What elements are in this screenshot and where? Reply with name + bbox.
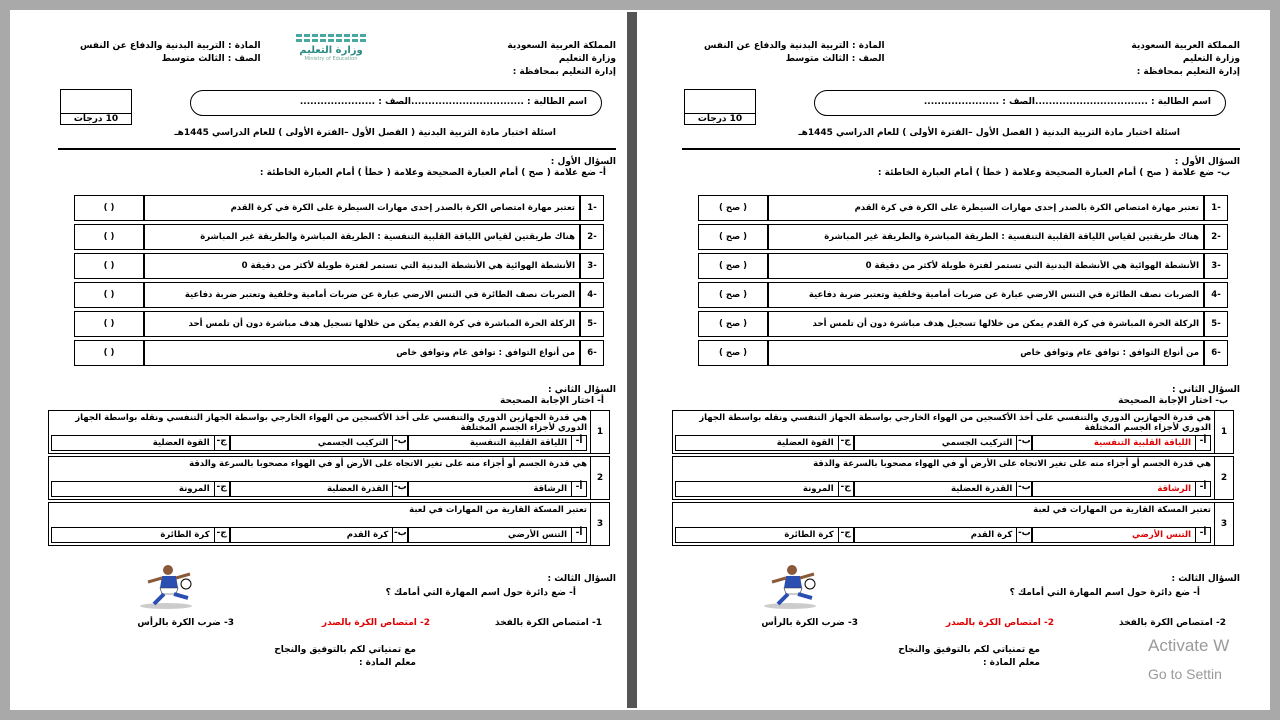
table-row: -6 من أنواع التوافق : توافق عام وتوافق خاص ( ) — [74, 340, 604, 366]
exam-title: اسئلة اختبار مادة التربية البدنية ( الفصل الأول –الفترة الأولى ) للعام الدراسي 1445هـ — [174, 128, 556, 138]
header-left — [80, 40, 261, 66]
table-row: -5 الركلة الحرة المباشرة في كرة القدم يمكن من خلالها تسجيل هدف مباشرة دون أن تلمس أحد ( صح ) — [698, 311, 1228, 337]
watermark-line1: Activate W — [1148, 636, 1230, 655]
exam-title: اسئلة اختبار مادة التربية البدنية ( الفصل الأول –الفترة الأولى ) للعام الدراسي 1445هـ — [798, 128, 1180, 138]
table-row: -4 الضربات نصف الطائرة في التنس الارضي عبارة عن ضربات أمامية وخلفية وتعتبر ضربة دفاعية ( ) — [74, 282, 604, 308]
ministry-logo — [286, 34, 376, 74]
q1-instruction: ب- ضع علامة ( صح ) أمام العبارة الصحيحة وعلامة ( خطأ ) أمام العبارة الخاطئة : — [877, 168, 1230, 178]
mark-total: 10 درجات — [61, 113, 131, 124]
table-row: -3 الأنشطة الهوائية هي الأنشطة البدنية التي تستمر لفترة طويلة لأكثر من دقيقة 0 ( صح ) — [698, 253, 1228, 279]
mcq-row: 2 هي قدرة الجسم أو أجزاء منه على تغير الاتجاه على الأرض أو في الهواء مصحوبا بالسرعة والدقة أ- الرشاقة ب- القدرة العضلية ج- المرونة — [48, 456, 610, 500]
skill-choice[interactable]: 1- امتصاص الكرة بالفخذ — [495, 618, 602, 628]
closing-wish: مع تمنياتي لكم بالتوفيق والنجاح — [274, 645, 416, 655]
answer-blank[interactable]: ( ) — [74, 311, 144, 337]
true-false-table — [698, 192, 1228, 369]
answer-blank[interactable]: ( ) — [74, 224, 144, 250]
mcq-option[interactable]: ب- كرة القدم — [854, 527, 1033, 543]
answer-value: ( صح ) — [698, 253, 768, 279]
q3-title: السؤال الثالث : — [1171, 574, 1240, 584]
mcq-row: 3 تعتبر المسكة القارية من المهارات في لعبة أ- التنس الأرضي ب- كرة القدم ج- كرة الطائرة — [672, 502, 1234, 546]
table-row: -3 الأنشطة الهوائية هي الأنشطة البدنية التي تستمر لفترة طويلة لأكثر من دقيقة 0 ( ) — [74, 253, 604, 279]
mcq-option[interactable]: أ- اللياقة القلبية التنفسية — [408, 435, 587, 451]
closing-wish: مع تمنياتي لكم بالتوفيق والنجاح — [898, 645, 1040, 655]
ministry-label: وزارة التعليم — [558, 54, 616, 64]
answer-value: ( صح ) — [698, 340, 768, 366]
logo-text-ar: وزارة التعليم — [299, 45, 363, 56]
kingdom-label: المملكة العربية السعودية — [1131, 41, 1240, 51]
mcq-table — [48, 410, 610, 548]
mcq-option[interactable]: ج- القوة العضلية — [675, 435, 854, 451]
header-right — [507, 40, 616, 79]
table-row: -2 هناك طريقتين لقياس اللياقة القلبية التنفسية : الطريقة المباشرة والطريقة غير المباشرة ( صح ) — [698, 224, 1228, 250]
closing — [898, 644, 1040, 670]
answer-blank[interactable]: ( ) — [74, 195, 144, 221]
answer-value: ( صح ) — [698, 224, 768, 250]
answer-value: ( صح ) — [698, 311, 768, 337]
student-info-box — [814, 90, 1226, 116]
grade-label: الصف : الثالث متوسط — [785, 54, 885, 64]
mcq-row: 1 هي قدرة الجهازين الدوري والتنفسي على أخذ الأكسجين من الهواء الخارجي بواسطة الجهاز التنفسي ونقله بواسطة الجهاز الدوري لأجزاء الجسم المختلفة أ- اللياقة القلبية التنفسية ب- التركيب الجسمي ج- القوة العضلية — [48, 410, 610, 454]
exam-page-blank — [36, 14, 616, 704]
header-left — [704, 40, 885, 66]
mark-total: 10 درجات — [685, 113, 755, 124]
windows-activation-watermark — [1140, 630, 1256, 690]
soccer-player-illustration — [760, 562, 830, 610]
watermark-text — [1148, 632, 1229, 688]
mcq-option[interactable]: ج- كرة الطائرة — [51, 527, 230, 543]
true-false-table — [74, 192, 604, 369]
table-row: -2 هناك طريقتين لقياس اللياقة القلبية التنفسية : الطريقة المباشرة والطريقة غير المباشرة ( ) — [74, 224, 604, 250]
table-row: -1 تعتبر مهارة امتصاص الكرة بالصدر إحدى مهارات السيطرة على الكرة في كرة القدم ( ) — [74, 195, 604, 221]
q3-instruction: أ- ضع دائرة حول اسم المهارة التي أمامك ؟ — [1009, 588, 1200, 598]
page-divider — [627, 12, 637, 708]
student-name-field: اسم الطالبة : ...................................... — [393, 97, 587, 107]
mcq-option[interactable]: ب- القدرة العضلية — [230, 481, 409, 497]
mcq-row: 3 تعتبر المسكة القارية من المهارات في لعبة أ- التنس الأرضي ب- كرة القدم ج- كرة الطائرة — [48, 502, 610, 546]
skill-choice-correct[interactable]: 2- امتصاص الكرة بالصدر — [945, 618, 1054, 628]
mcq-option-correct[interactable]: أ- اللياقة القلبية التنفسية — [1032, 435, 1211, 451]
grade-box — [684, 89, 756, 125]
mcq-row: 2 هي قدرة الجسم أو أجزاء منه على تغير الاتجاه على الأرض أو في الهواء مصحوبا بالسرعة والدقة أ- الرشاقة ب- القدرة العضلية ج- المرونة — [672, 456, 1234, 500]
table-row: -4 الضربات نصف الطائرة في التنس الارضي عبارة عن ضربات أمامية وخلفية وتعتبر ضربة دفاعية ( صح ) — [698, 282, 1228, 308]
closing — [274, 644, 416, 670]
student-info-box — [190, 90, 602, 116]
soccer-player-illustration — [136, 562, 206, 610]
teacher-label: معلم المادة : — [982, 658, 1040, 668]
watermark-line2: Go to Settin — [1148, 666, 1222, 682]
answer-blank[interactable]: ( ) — [74, 340, 144, 366]
skill-choice[interactable]: 3- ضرب الكرة بالرأس — [761, 618, 858, 628]
exam-page-answers — [660, 14, 1240, 704]
mcq-option[interactable]: ب- كرة القدم — [230, 527, 409, 543]
mcq-option[interactable]: ج- المرونة — [675, 481, 854, 497]
q2-title: السؤال الثاني : — [547, 385, 616, 395]
mcq-option[interactable]: ب- التركيب الجسمي — [230, 435, 409, 451]
mcq-table — [672, 410, 1234, 548]
q1-title: السؤال الأول : — [550, 157, 616, 167]
q2-title: السؤال الثاني : — [1171, 385, 1240, 395]
ministry-label: وزارة التعليم — [1182, 54, 1240, 64]
mcq-option[interactable]: ج- المرونة — [51, 481, 230, 497]
answer-value: ( صح ) — [698, 282, 768, 308]
skill-choice[interactable]: 3- ضرب الكرة بالرأس — [137, 618, 234, 628]
logo-text-en: Ministry of Education — [304, 56, 358, 62]
table-row: -5 الركلة الحرة المباشرة في كرة القدم يمكن من خلالها تسجيل هدف مباشرة دون أن تلمس أحد ( ) — [74, 311, 604, 337]
q3-instruction: أ- ضع دائرة حول اسم المهارة التي أمامك ؟ — [385, 588, 576, 598]
q1-title: السؤال الأول : — [1174, 157, 1240, 167]
mcq-row: 1 هي قدرة الجهازين الدوري والتنفسي على أخذ الأكسجين من الهواء الخارجي بواسطة الجهاز التنفسي ونقله بواسطة الجهاز الدوري لأجزاء الجسم المختلفة أ- اللياقة القلبية التنفسية ب- التركيب الجسمي ج- القوة العضلية — [672, 410, 1234, 454]
admin-label: إدارة التعليم بمحافظة : — [1136, 67, 1240, 77]
mcq-option[interactable]: أ- التنس الأرضي — [408, 527, 587, 543]
teacher-label: معلم المادة : — [358, 658, 416, 668]
subject-label: المادة : التربية البدنية والدفاع عن النفس — [80, 41, 261, 51]
student-name-field: اسم الطالبة : ...................................... — [1017, 97, 1211, 107]
class-field: الصف : ...................... — [923, 97, 1035, 107]
header-rule — [58, 148, 616, 150]
subject-label: المادة : التربية البدنية والدفاع عن النفس — [704, 41, 885, 51]
skill-choice[interactable]: 2- امتصاص الكرة بالفخذ — [1119, 618, 1226, 628]
mcq-option[interactable]: ب- التركيب الجسمي — [854, 435, 1033, 451]
answer-blank[interactable]: ( ) — [74, 253, 144, 279]
skill-choice-correct[interactable]: 2- امتصاص الكرة بالصدر — [321, 618, 430, 628]
header-rule — [682, 148, 1240, 150]
mcq-option-correct[interactable]: أ- الرشاقة — [1032, 481, 1211, 497]
mcq-option-correct[interactable]: أ- التنس الأرضي — [1032, 527, 1211, 543]
header-right — [1131, 40, 1240, 79]
answer-blank[interactable]: ( ) — [74, 282, 144, 308]
q2-instruction: ب- اختار الإجابة الصحيحة — [1118, 396, 1228, 406]
table-row: -1 تعتبر مهارة امتصاص الكرة بالصدر إحدى مهارات السيطرة على الكرة في كرة القدم ( صح ) — [698, 195, 1228, 221]
q1-instruction: أ- ضع علامة ( صح ) أمام العبارة الصحيحة وعلامة ( خطأ ) أمام العبارة الخاطئة : — [259, 168, 606, 178]
mcq-option[interactable]: ج- كرة الطائرة — [675, 527, 854, 543]
table-row: -6 من أنواع التوافق : توافق عام وتوافق خاص ( صح ) — [698, 340, 1228, 366]
grade-label: الصف : الثالث متوسط — [161, 54, 261, 64]
grade-box — [60, 89, 132, 125]
q3-title: السؤال الثالث : — [547, 574, 616, 584]
answer-value: ( صح ) — [698, 195, 768, 221]
mcq-option[interactable]: أ- الرشاقة — [408, 481, 587, 497]
mcq-option[interactable]: ج- القوة العضلية — [51, 435, 230, 451]
mcq-option[interactable]: ب- القدرة العضلية — [854, 481, 1033, 497]
admin-label: إدارة التعليم بمحافظة : — [512, 67, 616, 77]
q2-instruction: أ- اختار الإجابة الصحيحة — [500, 396, 604, 406]
class-field: الصف : ...................... — [299, 97, 411, 107]
kingdom-label: المملكة العربية السعودية — [507, 41, 616, 51]
